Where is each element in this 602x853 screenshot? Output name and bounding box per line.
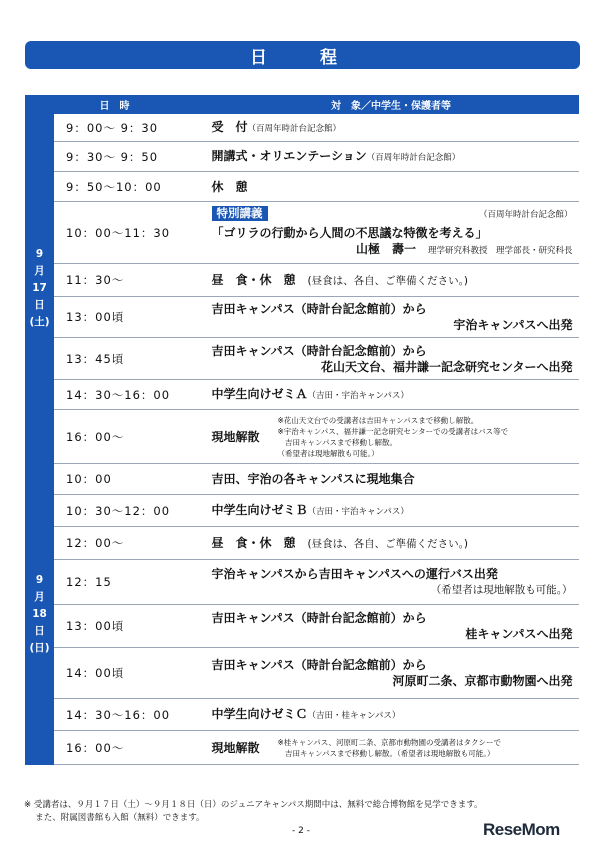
table-row (26, 338, 579, 380)
lecture-title: 「ゴリラの行動から人間の不思議な特徴を考える」 (211, 226, 488, 240)
table-row-special-lecture (26, 202, 579, 264)
resemom-logo: ReseMom (483, 820, 560, 839)
row-event: 休 憩 (204, 172, 579, 202)
row-event: 中学生向けゼミＢ（吉田・宇治キャンパス） (204, 495, 579, 527)
table-row (26, 527, 579, 560)
lecturer: 山極 壽一 理学研究科教授 理学部長・研究科長 (355, 242, 573, 256)
day2-date: 9 月 18 日 (日) (26, 464, 54, 765)
row-event: 宇治キャンパスから吉田キャンパスへの運行バス出発 （希望者は現地解散も可能。） (204, 560, 579, 605)
row-event: 昼 食・休 憩 (昼食は、各自、ご準備ください。) (204, 264, 579, 297)
footnote: ※ 受講者は、９月１７日（土）～９月１８日（日）のジュニアキャンパス期間中は、無料で総合博物館を見学できます。 また、附属図書館も入館（無料）できます。 (24, 800, 483, 823)
row-time: 16：00～ (54, 410, 204, 464)
table-row (26, 605, 579, 648)
row-event: 現地解散 ※桂キャンパス、河原町二条、京都市動物園の受講者はタクシーで 吉田キャンパスまで移動し解散。（希望者は現地解散も可能。） (204, 731, 579, 765)
page-number: - 2 - (292, 826, 310, 836)
row-event: 開講式・オリエンテーション（百周年時計台記念館） (204, 142, 579, 172)
table-row (26, 495, 579, 527)
table-row (26, 142, 579, 172)
row-time: 14：30～16：00 (54, 380, 204, 410)
table-header (26, 96, 579, 114)
row-event: 吉田、宇治の各キャンパスに現地集合 (204, 464, 579, 495)
table-row (26, 410, 579, 464)
row-time: 10：30～12：00 (54, 495, 204, 527)
row-time: 13：00頃 (54, 605, 204, 648)
row-time: 12：00～ (54, 527, 204, 560)
row-time: 14：00頃 (54, 648, 204, 699)
row-time: 13：00頃 (54, 297, 204, 338)
row-event: 中学生向けゼミＡ（吉田・宇治キャンパス） (204, 380, 579, 410)
row-time: 9：00～ 9：30 (54, 114, 204, 142)
row-time: 10：00 (54, 464, 204, 495)
header-target: 対 象／中学生・保護者等 (204, 96, 579, 114)
row-time: 10：00～11：30 (54, 202, 204, 264)
row-time: 16：00～ (54, 731, 204, 765)
row-event: 現地解散 ※花山天文台での受講者は吉田キャンパスまで移動し解散。 ※宇治キャンパス、福井謙一記念研究センターでの受講者はバス等で 吉田キャンパスまで移動し解散。 （希望者は現地解散も可能。） (204, 410, 579, 464)
schedule-title: 日 程 (25, 41, 580, 69)
table-row (26, 380, 579, 410)
row-time: 9：50～10：00 (54, 172, 204, 202)
row-time: 14：30～16：00 (54, 699, 204, 731)
row-time: 9：30～ 9：50 (54, 142, 204, 172)
row-time: 13：45頃 (54, 338, 204, 380)
schedule-table (25, 95, 579, 765)
table-row (26, 648, 579, 699)
table-row (26, 297, 579, 338)
table-row (26, 731, 579, 765)
row-event: 昼 食・休 憩 (昼食は、各自、ご準備ください。) (204, 527, 579, 560)
special-lecture-tag: 特別講義 (212, 206, 268, 221)
table-row (26, 464, 579, 495)
table-row (26, 699, 579, 731)
table-row (26, 264, 579, 297)
row-time: 12：15 (54, 560, 204, 605)
row-event: 中学生向けゼミＣ（吉田・桂キャンパス） (204, 699, 579, 731)
row-event: 吉田キャンパス（時計台記念館前）から 桂キャンパスへ出発 (204, 605, 579, 648)
row-time: 11：30～ (54, 264, 204, 297)
row-event: 吉田キャンパス（時計台記念館前）から 宇治キャンパスへ出発 (204, 297, 579, 338)
row-event: 吉田キャンパス（時計台記念館前）から 花山天文台、福井謙一記念研究センターへ出発 (204, 338, 579, 380)
table-row (26, 114, 579, 142)
header-date: 日 時 (26, 96, 204, 114)
row-event: 特別講義 （百周年時計台記念館） 「ゴリラの行動から人間の不思議な特徴を考える」 山極 壽一 理学研究科教授 理学部長・研究科長 (204, 202, 579, 264)
row-event: 吉田キャンパス（時計台記念館前）から 河原町二条、京都市動物園へ出発 (204, 648, 579, 699)
day1-date: 9 月 17 日 (土) (26, 114, 54, 464)
table-row (26, 172, 579, 202)
table-row (26, 560, 579, 605)
row-event: 受 付（百周年時計台記念館） (204, 114, 579, 142)
